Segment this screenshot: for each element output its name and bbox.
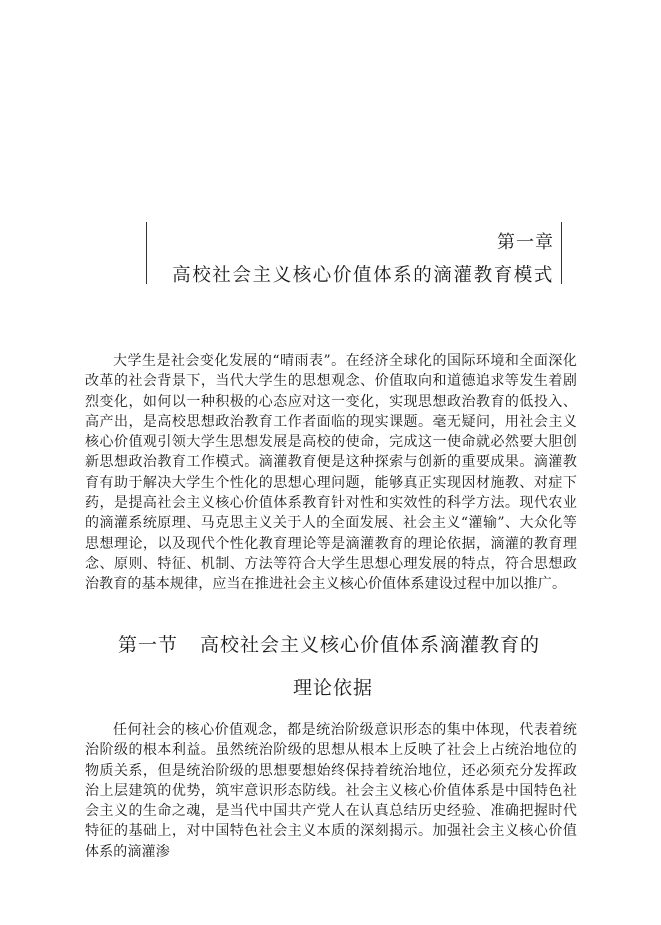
section-heading bbox=[118, 630, 540, 657]
body-paragraph: 任何社会的核心价值观念，都是统治阶级意识形态的集中体现，代表着统治阶级的根本利益。虽然统治阶级的思想从根本上反映了社会上占统治地位的物质关系，但是统治阶级的思想要想始终保持着统治地位，还必须充分发挥政治上层建筑的优势，筑牢意识形态防线。社会主义核心价值体系是中国特色社会主义的生命之魂，是当代中国共产党人在认真总结历史经验、准确把握时代特征的基础上，对中国特色社会主义本质的深刻揭示。加强社会主义核心价值体系的滴灌渗 bbox=[85, 722, 577, 860]
intro-paragraph: 大学生是社会变化发展的“晴雨表”。在经济全球化的国际环境和全面深化改革的社会背景下，当代大学生的思想观念、价值取向和道德追求等发生着剧烈变化，如何以一种积极的心态应对这一变化，实现思想政治教育的低投入、高产出，是高校思想政治教育工作者面临的现实课题。毫无疑问，用社会主义核心价值观引领大学生思想发展是高校的使命，完成这一使命就必然要大胆创新思想政治教育工作模式。滴灌教育便是这种探索与创新的重要成果。滴灌教育有助于解决大学生个性化的思想心理问题，能够真正实现因材施教、对症下药，是提高社会主义核心价值体系教育针对性和实效性的科学方法。现代农业的滴灌系统原理、马克思主义关于人的全面发展、社会主义“灌输”、大众化等思想理论，以及现代个性化教育理论等是滴灌教育的理论依据，滴灌的教育理念、原则、特征、机制、方法等符合大学生思想心理发展的特点，符合思想政治教育的基本规律，应当在推进社会主义核心价值体系建设过程中加以推广。 bbox=[85, 353, 577, 593]
chapter-label: 第一章 bbox=[497, 232, 554, 253]
section-number: 第一节 bbox=[118, 634, 179, 656]
section-title-line2: 理论依据 bbox=[293, 677, 374, 699]
chapter-right-rule bbox=[561, 222, 562, 284]
chapter-heading bbox=[146, 222, 562, 284]
chapter-title: 高校社会主义核心价值体系的滴灌教育模式 bbox=[172, 265, 554, 286]
chapter-left-rule bbox=[146, 222, 147, 284]
section-title-line1: 高校社会主义核心价值体系滴灌教育的 bbox=[200, 634, 541, 656]
